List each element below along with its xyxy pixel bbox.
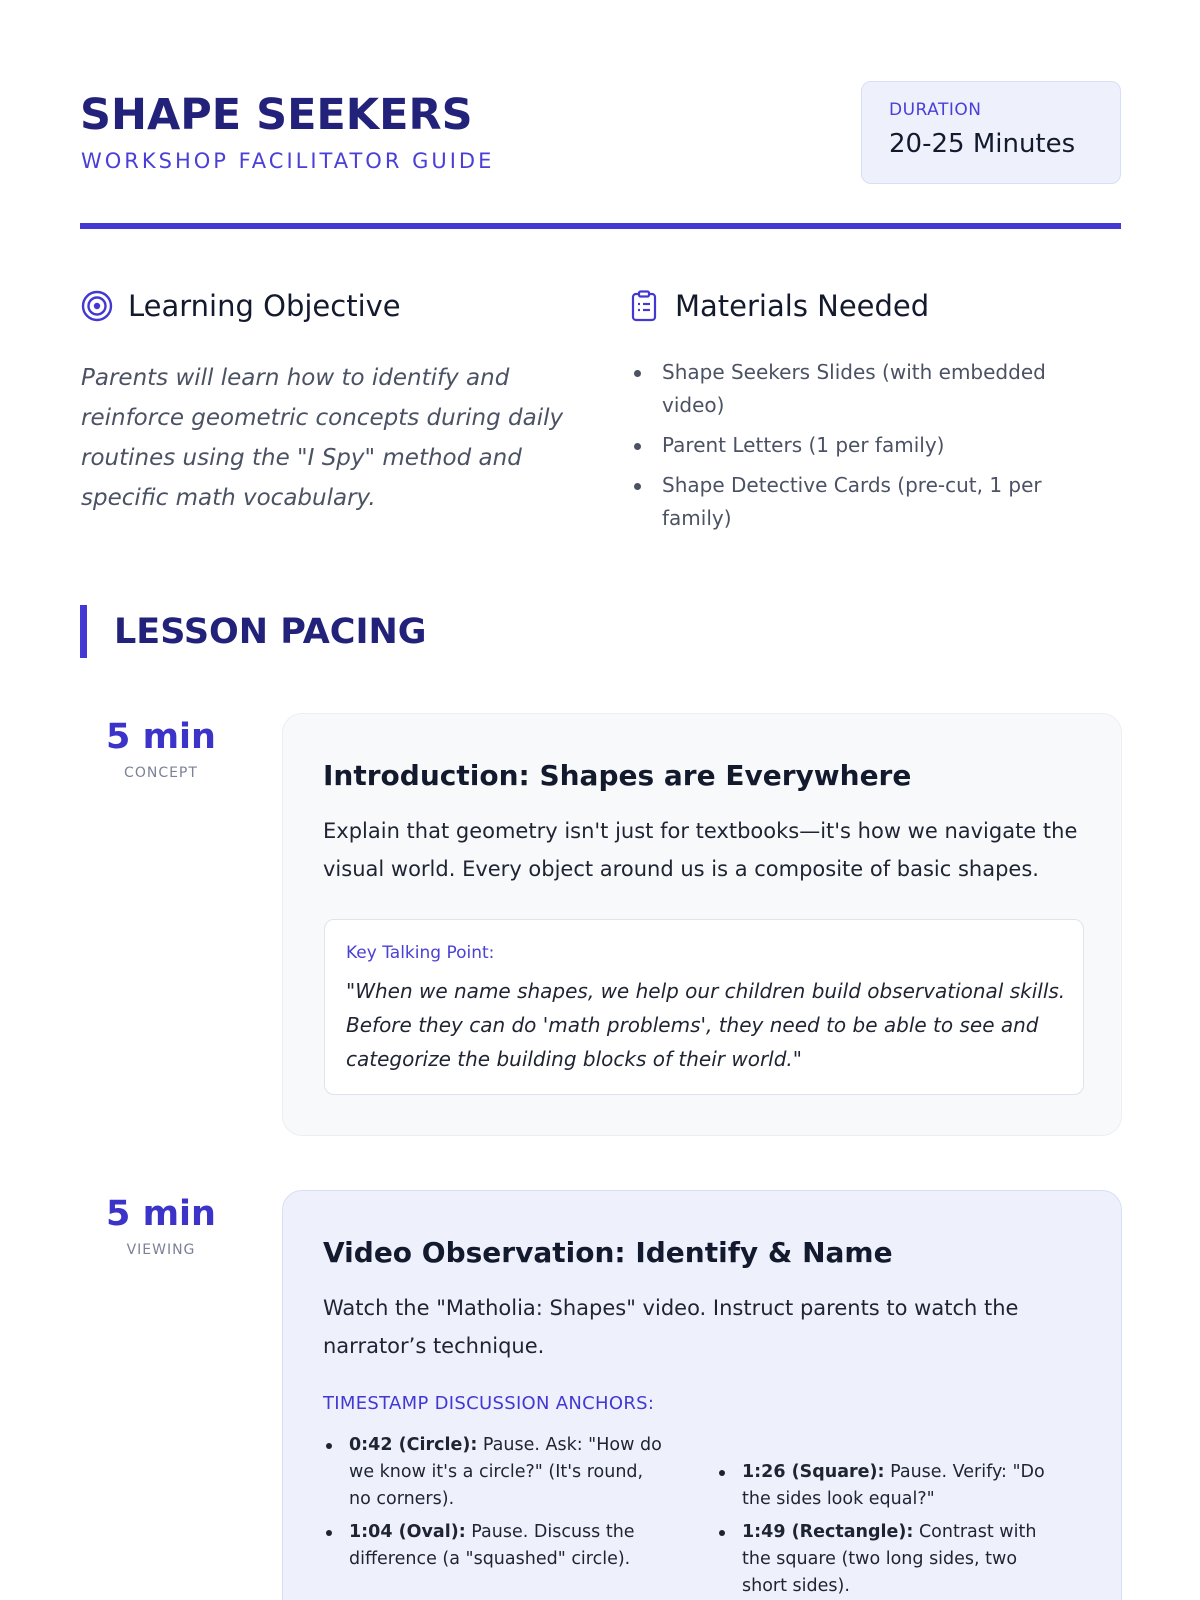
target-icon [80,289,114,323]
page-subtitle: WORKSHOP FACILITATOR GUIDE [81,149,495,173]
clipboard-icon [627,289,661,323]
objective-heading [80,288,401,324]
segment-card-video [282,1190,1122,1600]
timestamp-label: 1:26 (Square): [742,1462,885,1482]
timestamp-anchors-label: TIMESTAMP DISCUSSION ANCHORS: [323,1393,655,1414]
list-item: Shape Seekers Slides (with embedded video) [634,356,1104,422]
segment-category: VIEWING [126,1242,196,1258]
timestamp-list-left [323,1432,668,1579]
segment-title: Introduction: Shapes are Everywhere [323,759,912,792]
list-item [323,1432,668,1513]
section-accent-bar [80,605,87,658]
list-item [323,1519,668,1573]
objective-text: Parents will learn how to identify and reinforce geometric concepts during daily routines using the "I Spy" method and specific math vocabulary. [81,365,564,511]
timestamp-text: Pause. Discuss the difference (a "squashed" circle). [349,1522,635,1569]
segment-card-introduction [282,713,1122,1136]
lesson-pacing-heading: LESSON PACING [114,612,427,652]
materials-heading [627,288,929,324]
timestamp-text: Pause. Verify: "Do the sides look equal?" [742,1462,1045,1509]
duration-badge [861,81,1121,184]
segment-duration: 5 min [106,1194,216,1234]
talking-point-box [324,919,1084,1095]
duration-value: 20-25 Minutes [889,129,1076,159]
materials-list [634,356,1104,542]
page-title: SHAPE SEEKERS [80,90,473,140]
header-divider [80,223,1121,229]
timestamp-label: 1:49 (Rectangle): [742,1522,914,1542]
talking-point-quote: "When we name shapes, we help our children build observational skills. Before they can do 'math problems', they need to be able to see and categorize the building blocks of their world." [346,979,1066,1071]
timestamp-text: Contrast with the square (two long sides, two short sides). [742,1522,1037,1596]
talking-point-label: Key Talking Point: [346,943,495,963]
materials-heading-label: Materials Needed [675,289,930,323]
timestamp-label: 0:42 (Circle): [349,1435,478,1455]
list-item [716,1459,1061,1513]
segment-duration: 5 min [106,717,216,757]
timestamp-text: Pause. Ask: "How do we know it's a circle?" (It's round, no corners). [349,1435,662,1509]
list-item [716,1519,1061,1600]
list-item: Shape Detective Cards (pre-cut, 1 per family) [634,469,1104,535]
segment-body: Watch the "Matholia: Shapes" video. Instruct parents to watch the narrator’s technique. [323,1296,1019,1358]
segment-category: CONCEPT [124,765,198,781]
list-item: Parent Letters (1 per family) [634,429,1104,462]
segment-title: Video Observation: Identify & Name [323,1236,893,1269]
timestamp-label: 1:04 (Oval): [349,1522,466,1542]
timestamp-list-right [716,1459,1061,1600]
objective-heading-label: Learning Objective [128,289,401,323]
duration-label: DURATION [889,100,982,120]
segment-time [81,715,241,783]
segment-time [81,1192,241,1260]
segment-body: Explain that geometry isn't just for textbooks—it's how we navigate the visual world. Every object around us is a composite of basic shapes. [323,819,1078,881]
